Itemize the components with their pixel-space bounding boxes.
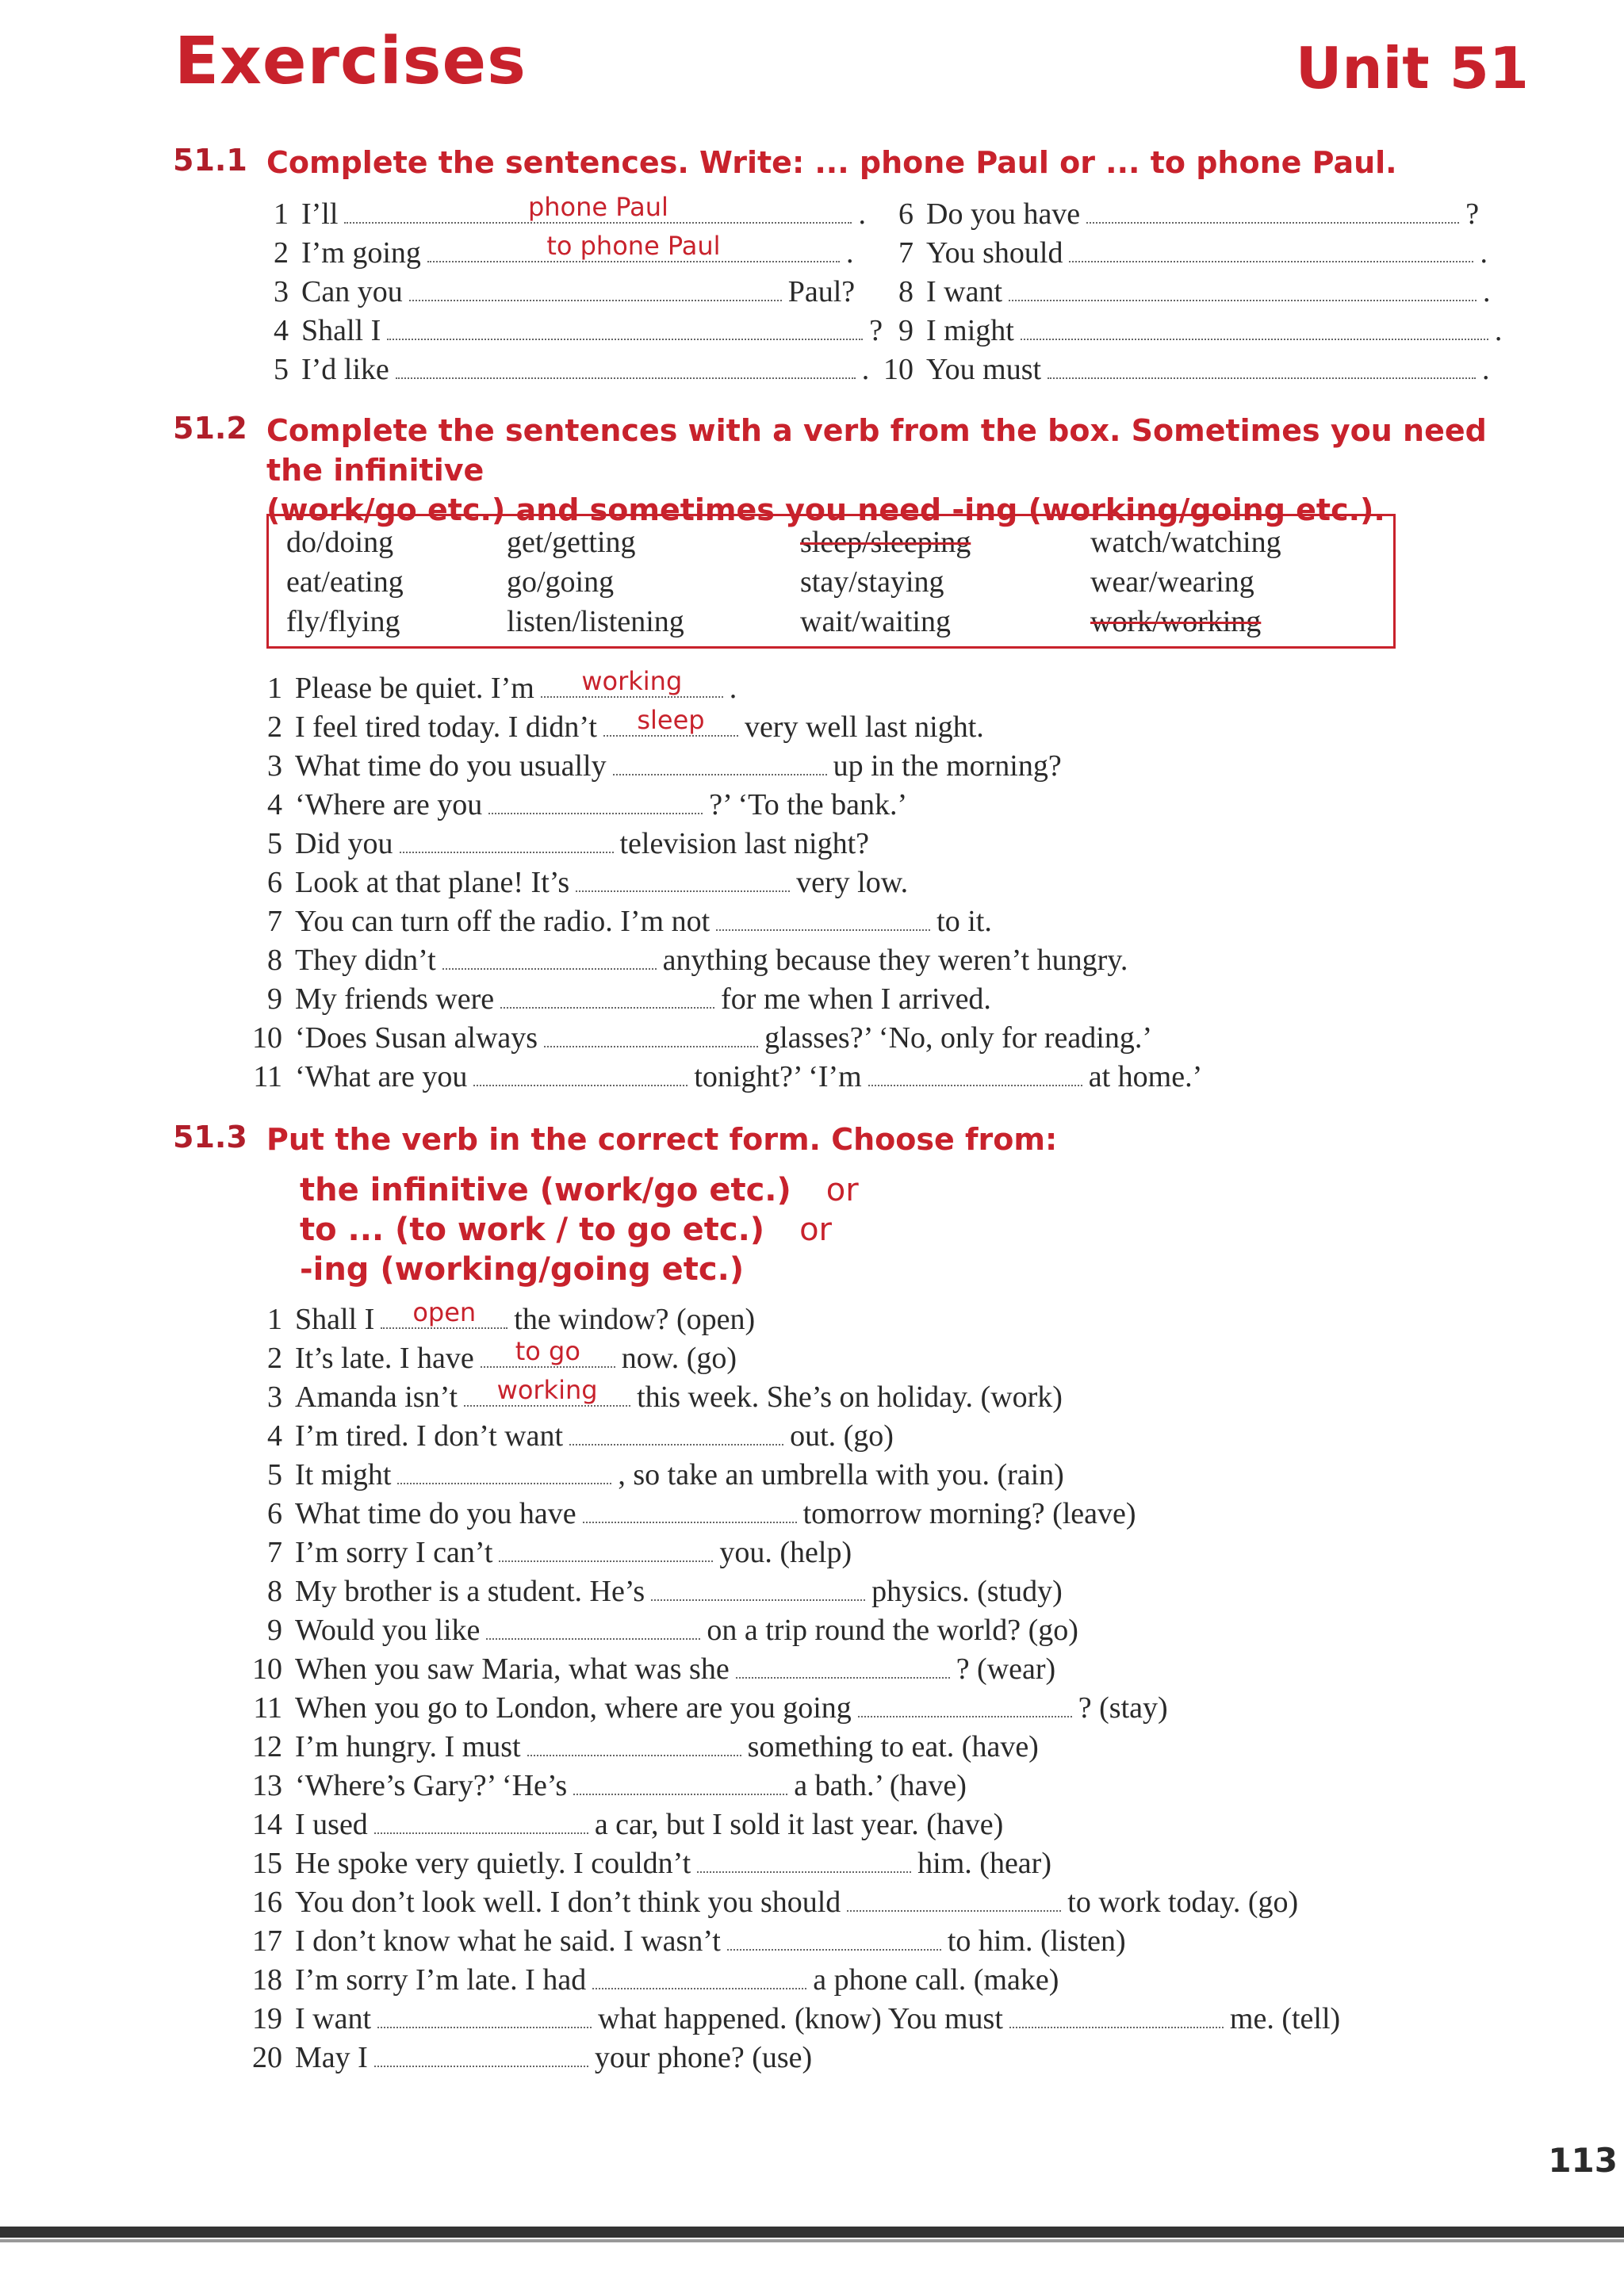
answer-blank[interactable] (716, 904, 930, 931)
item-text: ? (stay) (1078, 1691, 1168, 1725)
item-text: I want (926, 275, 1003, 308)
item-number: 14 (252, 1808, 282, 1841)
item-text: I’m sorry I’m late. I had (295, 1963, 587, 1997)
answer-blank[interactable] (573, 1768, 787, 1795)
list-item (247, 1495, 1136, 1533)
bottom-rule (0, 2227, 1624, 2238)
item-number: 10 (252, 1652, 282, 1686)
list-item (879, 195, 1479, 233)
answer-blank[interactable] (527, 1729, 741, 1756)
item-number: 2 (274, 236, 289, 270)
item-number: 16 (252, 1886, 282, 1919)
item-number: 19 (252, 2002, 282, 2035)
item-number: 5 (267, 1458, 282, 1491)
handwritten-answer: to phone Paul (546, 231, 721, 261)
exercise-number: 51.3 (173, 1120, 247, 1154)
page-number: 113 (1548, 2141, 1618, 2180)
item-text: to him. (listen) (947, 1924, 1126, 1958)
item-text: I used (295, 1808, 368, 1841)
answer-blank[interactable] (1009, 274, 1477, 301)
item-number: 7 (898, 236, 914, 270)
verb-option-crossed-out: sleep/sleeping (800, 526, 971, 559)
item-number: 2 (267, 1342, 282, 1375)
item-text: you. (help) (719, 1536, 852, 1569)
list-item (247, 1883, 1298, 1921)
answer-blank[interactable] (541, 666, 723, 698)
answer-blank[interactable] (576, 865, 790, 892)
item-number: 4 (267, 788, 282, 821)
item-text: this week. She’s on holiday. (work) (637, 1380, 1063, 1414)
answer-blank[interactable] (603, 705, 738, 737)
item-text: You can turn off the radio. I’m not (295, 905, 710, 938)
item-text: him. (hear) (917, 1847, 1051, 1880)
list-item (254, 312, 883, 350)
item-number: 8 (267, 1575, 282, 1608)
answer-blank[interactable] (486, 1613, 700, 1640)
item-text: You should (926, 236, 1063, 270)
list-item (247, 825, 869, 863)
item-number: 12 (252, 1730, 282, 1763)
item-text: I might (926, 314, 1014, 347)
item-text: me. (tell) (1229, 2002, 1341, 2035)
item-end: . (858, 197, 866, 231)
list-item (254, 273, 855, 311)
item-text: I’d like (301, 353, 389, 386)
list-item (247, 705, 984, 746)
item-number: 7 (267, 905, 282, 938)
answer-blank[interactable] (1009, 2001, 1224, 2028)
list-item (247, 666, 737, 707)
answer-blank[interactable] (651, 1574, 865, 1601)
exercise-number: 51.2 (173, 411, 247, 446)
item-number: 9 (267, 1614, 282, 1647)
list-item (247, 1689, 1168, 1727)
item-number: 15 (252, 1847, 282, 1880)
item-number: 6 (898, 197, 914, 231)
item-number: 17 (252, 1924, 282, 1958)
answer-blank[interactable] (1086, 197, 1459, 224)
answer-blank[interactable] (613, 749, 827, 775)
item-number: 13 (252, 1769, 282, 1802)
item-text: ‘Where are you (295, 788, 483, 821)
list-item (247, 2000, 1340, 2038)
verb-option: fly/flying (286, 605, 400, 638)
list-item (247, 1375, 1063, 1416)
item-text: Would you like (295, 1614, 481, 1647)
list-item (247, 941, 1128, 979)
list-item (247, 863, 908, 902)
unit-label: Unit 51 (1295, 35, 1529, 101)
item-text: My friends were (295, 982, 495, 1016)
list-item (879, 312, 1502, 350)
answer-blank[interactable] (374, 1807, 588, 1834)
choice-or: or (799, 1212, 832, 1248)
list-item (247, 1456, 1064, 1494)
item-number: 9 (898, 314, 914, 347)
item-text: your phone? (use) (594, 2041, 813, 2074)
item-text: a phone call. (make) (813, 1963, 1059, 1997)
list-item (247, 1611, 1078, 1649)
list-item (879, 350, 1490, 389)
answer-blank[interactable] (1048, 352, 1476, 379)
item-text: They didn’t (295, 944, 436, 977)
verb-box (266, 514, 1396, 649)
item-number: 8 (898, 275, 914, 308)
answer-blank[interactable] (344, 192, 852, 224)
verb-option: go/going (507, 565, 615, 599)
item-text: Do you have (926, 197, 1081, 231)
item-text: ? (wear) (956, 1652, 1056, 1686)
item-text: ?’ ‘To the bank.’ (709, 788, 908, 821)
handwritten-answer: to go (515, 1336, 580, 1366)
item-text: May I (295, 2041, 368, 2074)
item-text: for me when I arrived. (721, 982, 991, 1016)
answer-blank[interactable] (1069, 235, 1473, 262)
item-text: a bath.’ (have) (794, 1769, 967, 1802)
verb-option: get/getting (507, 526, 636, 559)
item-text: Shall I (301, 314, 381, 347)
item-number: 4 (267, 1419, 282, 1453)
list-item (247, 1572, 1063, 1610)
verb-option: wear/wearing (1090, 565, 1254, 599)
item-number: 11 (253, 1060, 282, 1093)
item-text: Shall I (295, 1303, 375, 1336)
item-number: 8 (267, 944, 282, 977)
item-text: He spoke very quietly. I couldn’t (295, 1847, 691, 1880)
item-text: I’m hungry. I must (295, 1730, 521, 1763)
verb-option: stay/staying (800, 565, 944, 599)
answer-blank[interactable] (583, 1496, 797, 1523)
item-text: You must (926, 353, 1042, 386)
handwritten-answer: working (581, 666, 683, 696)
item-number: 10 (252, 1021, 282, 1055)
item-text: I’m sorry I can’t (295, 1536, 493, 1569)
exercise-instruction: Put the verb in the correct form. Choose from: (266, 1122, 1058, 1157)
item-text: anything because they weren’t hungry. (662, 944, 1128, 977)
list-item (247, 980, 991, 1018)
answer-blank[interactable] (592, 1962, 806, 1989)
handwritten-answer: working (496, 1375, 598, 1405)
item-text: Can you (301, 275, 403, 308)
item-text: very low. (796, 866, 909, 899)
answer-blank[interactable] (858, 1691, 1072, 1717)
verb-option: wait/waiting (800, 605, 951, 638)
answer-blank[interactable] (409, 274, 782, 301)
answer-blank[interactable] (569, 1419, 783, 1446)
item-text: the window? (open) (514, 1303, 756, 1336)
item-text: My brother is a student. He’s (295, 1575, 645, 1608)
choice-or: or (825, 1172, 859, 1208)
choice-text: the infinitive (work/go etc.) (300, 1172, 791, 1208)
page-title: Exercises (174, 24, 527, 99)
item-text: Amanda isn’t (295, 1380, 458, 1414)
answer-blank[interactable] (397, 1457, 611, 1484)
bottom-rule-shadow (0, 2239, 1624, 2242)
verb-option-crossed-out: work/working (1090, 605, 1262, 638)
item-text: Look at that plane! It’s (295, 866, 570, 899)
item-text: to work today. (go) (1067, 1886, 1299, 1919)
handwritten-answer: open (412, 1297, 477, 1327)
list-item (254, 231, 854, 272)
item-text: on a trip round the world? (go) (707, 1614, 1078, 1647)
item-text: up in the morning? (833, 749, 1062, 783)
item-text: ‘Where’s Gary?’ ‘He’s (295, 1769, 568, 1802)
item-text: . (729, 672, 737, 705)
item-text: something to eat. (have) (747, 1730, 1039, 1763)
list-item (247, 1844, 1051, 1882)
verb-option: eat/eating (286, 565, 404, 599)
answer-blank[interactable] (1021, 313, 1488, 340)
item-text: glasses?’ ‘No, only for reading.’ (764, 1021, 1152, 1055)
list-item (247, 1058, 1202, 1096)
list-item (247, 786, 907, 824)
item-number: 6 (267, 1497, 282, 1530)
item-text: I feel tired today. I didn’t (295, 710, 597, 744)
exercise-instruction: Complete the sentences. Write: ... phone Paul or ... to phone Paul. (266, 145, 1397, 180)
answer-blank[interactable] (736, 1652, 950, 1679)
item-end: . (1482, 353, 1490, 386)
verb-option: do/doing (286, 526, 394, 559)
list-item (247, 2039, 812, 2077)
handwritten-answer: phone Paul (527, 192, 668, 222)
item-text: I’m tired. I don’t want (295, 1419, 564, 1453)
item-number: 9 (267, 982, 282, 1016)
item-text: a car, but I sold it last year. (have) (594, 1808, 1004, 1841)
instruction-line: Complete the sentences with a verb from the box. Sometimes you need the infinitive (266, 413, 1487, 488)
answer-blank[interactable] (381, 1297, 508, 1329)
list-item (247, 1019, 1152, 1057)
choice-text: -ing (working/going etc.) (300, 1251, 745, 1288)
handwritten-answer: sleep (637, 705, 705, 735)
answer-blank[interactable] (697, 1846, 911, 1873)
item-number: 4 (274, 314, 289, 347)
item-text: ‘Does Susan always (295, 1021, 538, 1055)
item-text: , so take an umbrella with you. (rain) (618, 1458, 1064, 1491)
item-number: 18 (252, 1963, 282, 1997)
list-item (254, 192, 866, 233)
list-item (247, 1534, 852, 1572)
answer-blank[interactable] (500, 982, 714, 1009)
verb-option: listen/listening (507, 605, 684, 638)
answer-blank[interactable] (442, 943, 657, 970)
list-item (247, 1297, 756, 1338)
answer-blank[interactable] (544, 1020, 758, 1047)
answer-blank[interactable] (481, 1336, 615, 1368)
exercise-number: 51.1 (173, 143, 247, 178)
list-item (879, 234, 1488, 272)
item-text: tomorrow morning? (leave) (802, 1497, 1136, 1530)
item-text: at home.’ (1088, 1060, 1203, 1093)
item-text: What time do you usually (295, 749, 607, 783)
answer-blank[interactable] (427, 231, 840, 262)
item-end: . (1480, 236, 1488, 270)
list-item (247, 1922, 1126, 1960)
answer-blank[interactable] (868, 1059, 1082, 1086)
item-text: physics. (study) (871, 1575, 1063, 1608)
list-item (247, 1767, 967, 1805)
answer-blank[interactable] (387, 313, 863, 340)
answer-blank[interactable] (727, 1924, 941, 1951)
item-text: ‘What are you (295, 1060, 468, 1093)
choice-option (300, 1170, 859, 1210)
list-item (247, 902, 992, 940)
item-text: Did you (295, 827, 393, 860)
item-number: 5 (267, 827, 282, 860)
list-item (247, 1417, 894, 1455)
answer-blank[interactable] (473, 1059, 688, 1086)
item-number: 1 (274, 197, 289, 231)
item-text: what happened. (know) You must (598, 2002, 1003, 2035)
list-item (247, 1650, 1055, 1688)
item-number: 2 (267, 710, 282, 744)
item-number: 3 (267, 749, 282, 783)
answer-blank[interactable] (499, 1535, 713, 1562)
choice-option (300, 1210, 832, 1250)
item-text: I’m going (301, 236, 421, 270)
choice-text: to ... (to work / to go etc.) (300, 1212, 765, 1248)
item-number: 6 (267, 866, 282, 899)
item-text: very well last night. (744, 710, 984, 744)
answer-blank[interactable] (464, 1375, 630, 1407)
item-number: 20 (252, 2041, 282, 2074)
item-text: now. (go) (621, 1342, 737, 1375)
answer-blank[interactable] (374, 2040, 588, 2067)
list-item (247, 1336, 737, 1377)
list-item (247, 1728, 1039, 1766)
exercise-instruction (266, 411, 1503, 530)
item-text: I don’t know what he said. I wasn’t (295, 1924, 721, 1958)
item-text: It might (295, 1458, 392, 1491)
item-text: What time do you have (295, 1497, 576, 1530)
item-number: 11 (253, 1691, 282, 1725)
item-number: 3 (274, 275, 289, 308)
item-text: When you go to London, where are you going (295, 1691, 852, 1725)
item-number: 5 (274, 353, 289, 386)
list-item (879, 273, 1491, 311)
item-number: 10 (883, 353, 914, 386)
item-text: I want (295, 2002, 372, 2035)
list-item (247, 747, 1062, 785)
item-number: 3 (267, 1380, 282, 1414)
answer-blank[interactable] (377, 2001, 592, 2028)
answer-blank[interactable] (488, 787, 703, 814)
item-text: tonight?’ ‘I’m (694, 1060, 862, 1093)
list-item (254, 350, 869, 389)
item-text: television last night? (619, 827, 870, 860)
answer-blank[interactable] (396, 352, 856, 379)
list-item (247, 1961, 1059, 1999)
item-text: I’ll (301, 197, 339, 231)
item-text: to it. (936, 905, 992, 938)
item-end: . (1483, 275, 1491, 308)
item-number: 7 (267, 1536, 282, 1569)
item-text: It’s late. I have (295, 1342, 474, 1375)
item-text: When you saw Maria, what was she (295, 1652, 730, 1686)
item-end: . (845, 236, 854, 270)
item-number: 1 (267, 672, 282, 705)
item-text: out. (go) (790, 1419, 894, 1453)
item-end: ? (1465, 197, 1480, 231)
item-end: . (1494, 314, 1503, 347)
answer-blank[interactable] (400, 826, 614, 853)
answer-blank[interactable] (847, 1885, 1061, 1912)
item-end: . (861, 353, 870, 386)
item-text: You don’t look well. I don’t think you should (295, 1886, 841, 1919)
item-end: ? (869, 314, 883, 347)
verb-option: watch/watching (1090, 526, 1281, 559)
choice-option (300, 1250, 744, 1289)
list-item (247, 1805, 1003, 1844)
item-number: 1 (267, 1303, 282, 1336)
instruction-line: (work/go etc.) and sometimes you need -ing (working/going etc.). (266, 492, 1385, 527)
item-text: Please be quiet. I’m (295, 672, 534, 705)
item-end: Paul? (787, 275, 856, 308)
